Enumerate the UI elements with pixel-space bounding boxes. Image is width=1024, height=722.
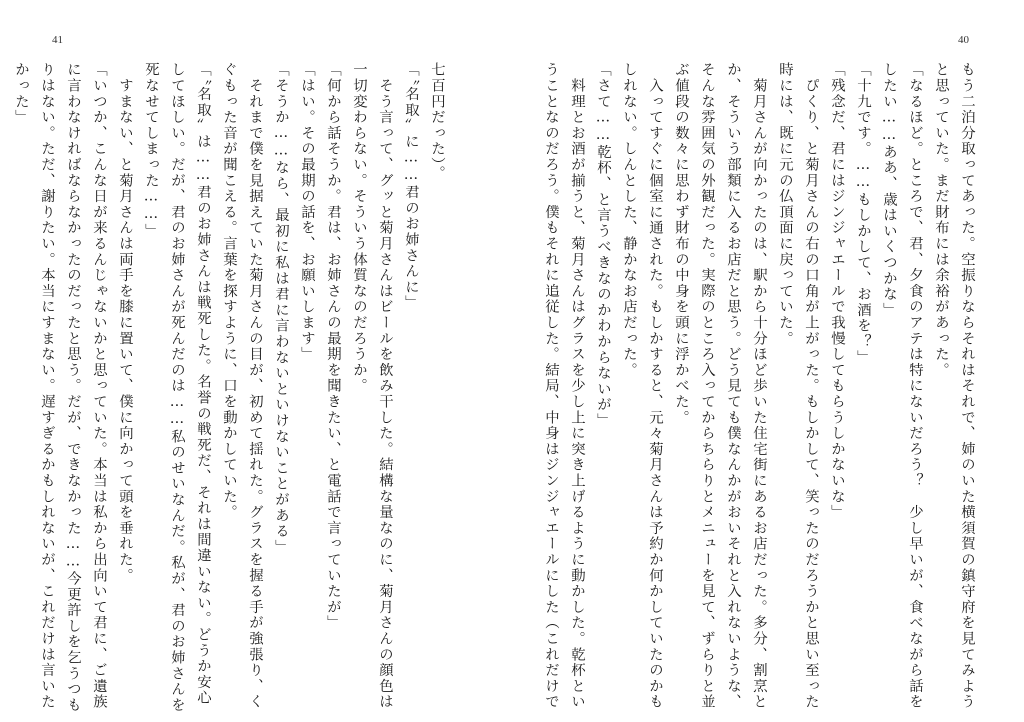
page-left-body (13, 62, 450, 713)
text-line: ぐもった音が聞こえる。言葉を探すように、口を動かしていた。 (221, 62, 237, 521)
text-line: かった」 (13, 62, 29, 126)
text-line: それまで僕を見据えていた菊月さんの目が、初めて揺れた。グラスを握る手が強張り、く (247, 62, 263, 710)
text-line: 一切変わらない。そういう体質なのだろうか。 (351, 62, 367, 394)
text-line: と思っていた。まだ財布には余裕があった。 (933, 62, 949, 378)
page-number-right: 40 (958, 34, 969, 46)
text-line: 「〝名取〟は……君のお姉さんは戦死した。名誉の戦死だ、それは間違いない。どうか安心 (195, 62, 211, 706)
text-line: 七百円だった）。 (429, 62, 445, 182)
text-line: ぶ値段の数々に思わず財布の中身を頭に浮かべた。 (673, 62, 689, 426)
text-line: 「そうか……なら、最初に私は君に言わないといけないことがある」 (273, 62, 289, 555)
text-line: そんな雰囲気の外観だった。実際のところ入ってからちらりとメニューを見て、ずらりと並 (699, 62, 715, 710)
text-line: すまない、と菊月さんは両手を膝に置いて、僕に向かって頭を垂れた。 (117, 62, 133, 584)
text-line: か、そういう部類に入るお店だと思う。どう見ても僕なんかがおいそれと入れないような、 (725, 62, 741, 710)
text-line: に言わなければならなかったのだったと思う。だが、できなかった……今更許しを乞うつも (65, 62, 81, 713)
text-line: したい……ああ、歳はいくつかな」 (881, 62, 897, 318)
text-line: 入ってすぐに個室に通された。もしかすると、元々菊月さんは予約か何かしていたのかも (647, 62, 663, 710)
text-line: 「何から話そうか。君は、お姉さんの最期を聞きたい、と電話で言っていたが」 (325, 62, 341, 631)
text-line: 「十九です。……もしかして、お酒を？」 (855, 62, 871, 366)
text-line: もう二泊分取ってあった。空振りならそれはそれで、姉のいた横須賀の鎮守府を見てみよう (959, 62, 975, 710)
text-line: りはない。ただ、謝りたい。本当にすまない。遅すぎるかもしれないが、これだけは言いた (39, 62, 55, 710)
text-line: ぴくり、と菊月さんの右の口角が上がった。もしかして、笑ったのだろうかと思い至った (803, 62, 819, 710)
text-line: 死なせてしまった……」 (143, 62, 159, 239)
page-right-body (543, 62, 980, 710)
page-number-left: 41 (52, 34, 63, 46)
text-line: 「残念だ、君にはジンジャエールで我慢してもらうしかないな」 (829, 62, 845, 521)
text-line: 「はい。その最期の話を、お願いします」 (299, 62, 315, 363)
text-line: してほしい。だが、君のお姉さんが死んだのは……私のせいなんだ。私が、君のお姉さんを (169, 62, 185, 713)
text-line: 「さて……乾杯、と言うべきなのかわからないが」 (595, 62, 611, 429)
text-line: 菊月さんが向かったのは、駅から十分ほど歩いた住宅街にあるお店だった。多分、割烹と (751, 62, 767, 710)
text-line: 時には、既に元の仏頂面に戻っていた。 (777, 62, 793, 347)
text-line: 「なるほど。ところで、君、夕食のアテは特にないだろう？ 少し早いが、食べながら話を (907, 62, 923, 710)
text-line: 料理とお酒が揃うと、菊月さんはグラスを少し上に突き上げるように動かした。乾杯とい (569, 62, 585, 710)
text-line: 「〝名取〟に……君のお姉さんに」 (403, 62, 419, 311)
text-line: 「いつか、こんな日が来るんじゃないかと思っていた。本当は私から出向いて君に、ご遺族 (91, 62, 107, 710)
text-line: うことなのだろう。僕もそれに追従した。結局、中身はジンジャエールにした（これだけで (543, 62, 559, 710)
text-line: そう言って、グッと菊月さんはビールを飲み干した。結構な量なのに、菊月さんの顔色は (377, 62, 393, 710)
text-line: しれない。しんとした、静かなお店だった。 (621, 62, 637, 378)
